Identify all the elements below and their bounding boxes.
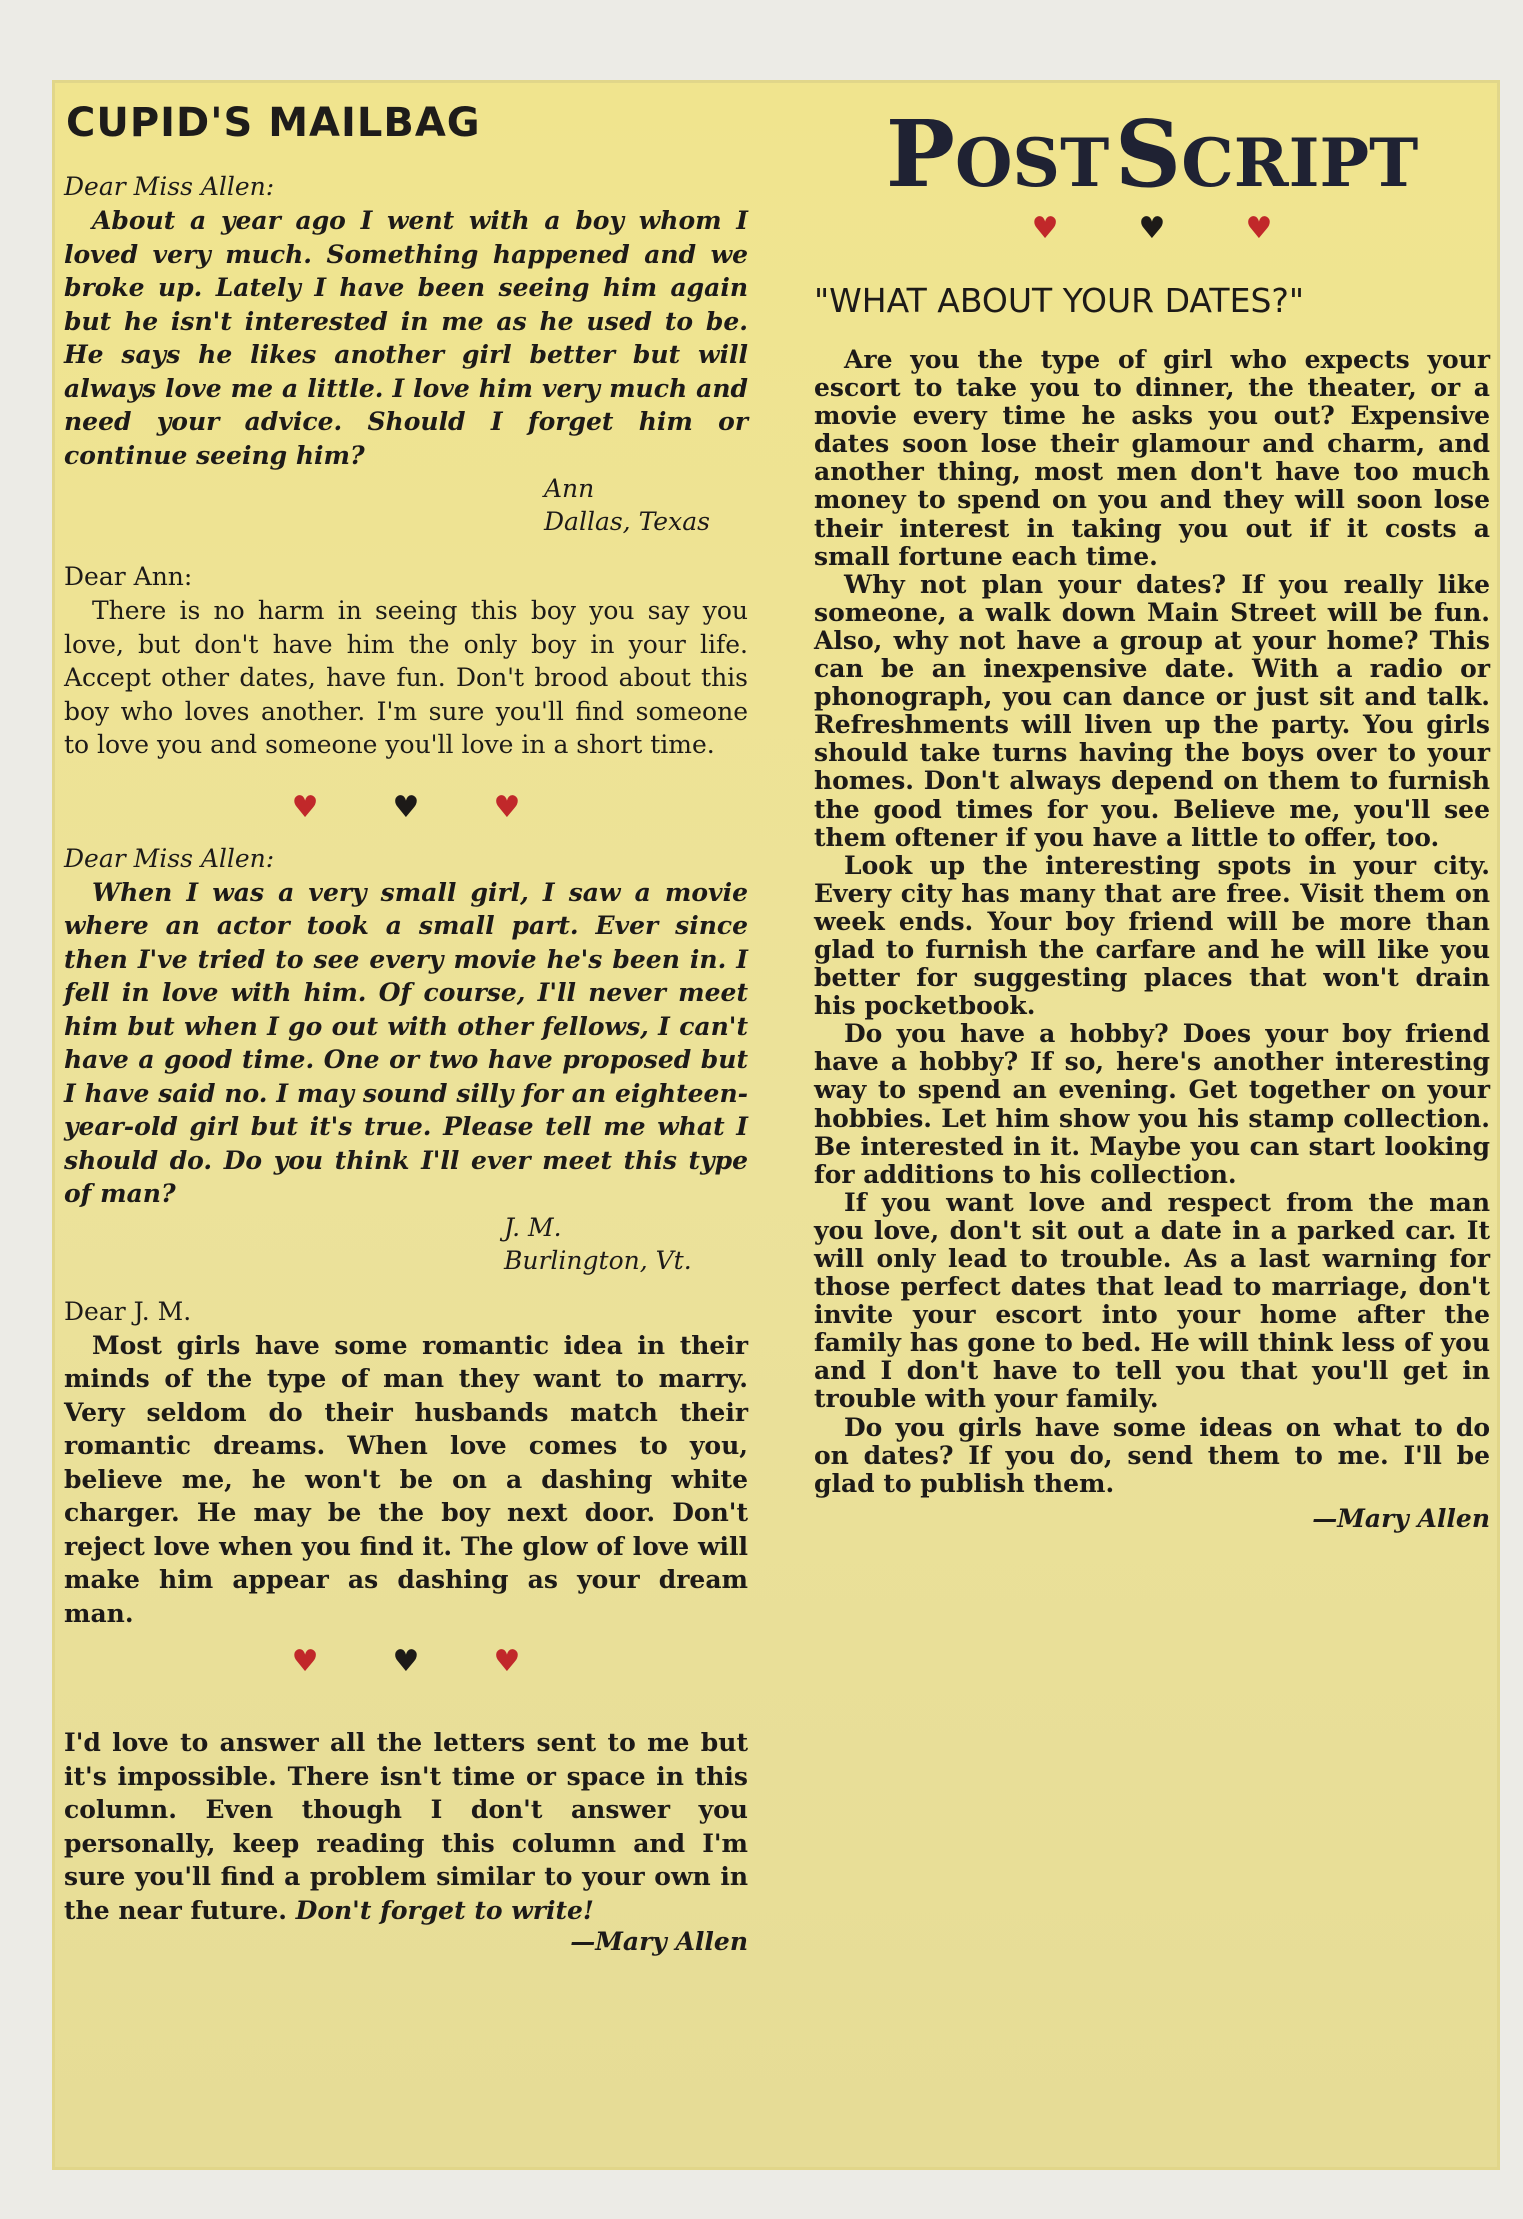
heart-divider xyxy=(64,1642,748,1682)
post-script-title xyxy=(814,100,1490,208)
heart-icon: ♥ xyxy=(1138,211,1166,246)
letter2-body: When I was a very small girl, I saw a movie where an actor took a small part. Ever since then I've tried to see every movie he's been in. I fell in love with him. Of course, I'll never meet him but when I go out with other fellows, I can't have a good time. One or two have proposed but I have said no. I may sound silly for an eighteen-year-old girl but it's true. Please tell me what I should do. Do you think I'll ever meet this type of man? xyxy=(64,877,748,1208)
article-paragraph: Do you have a hobby? Does your boy friend have a hobby? If so, here's another interesting way to spend an evening. Get together on your hobbies. Let him show you his stamp collection. Be interested in it. Maybe you can start looking for additions to his collection. xyxy=(814,1019,1490,1189)
closing-note xyxy=(64,1726,748,1927)
heart-divider xyxy=(64,788,748,828)
letter1-signature-name: Ann xyxy=(544,474,595,503)
heart-icon: ♥ xyxy=(1245,211,1273,246)
reply2-body: Most girls have some romantic idea in their minds of the type of man they want to marry. Very seldom do their husbands match their romantic dreams. When love comes to you, believe me, he won't be on a dashing white charger. He may be the boy next door. Don't reject love when you find it. The glow of love will make him appear as dashing as your dream man. xyxy=(64,1330,748,1628)
letter1-signature-place: Dallas, Texas xyxy=(544,507,710,536)
letter1-salutation: Dear Miss Allen: xyxy=(64,172,275,201)
article-paragraph: Do you girls have some ideas on what to do on dates? If you do, send them to me. I'll be glad to publish them. xyxy=(814,1412,1490,1498)
title-letter: CRIPT xyxy=(1181,124,1419,202)
article-body xyxy=(814,346,1490,1498)
post-script-column xyxy=(814,80,1490,2170)
heart-icon: ♥ xyxy=(1031,211,1059,246)
letter2-signature-place: Burlington, Vt. xyxy=(504,1245,692,1275)
author-signature: —Mary Allen xyxy=(1312,1503,1490,1533)
heart-icon: ♥ xyxy=(291,789,319,825)
letter2-signature-name: J. M. xyxy=(504,1212,562,1242)
article-paragraph: If you want love and respect from the man you love, don't sit out a date in a parked car. It will only lead to trouble. As a last warning for those perfect dates that lead to marriage, don't invite your escort into your home after the family has gone to bed. He will think less of you and I don't have to tell you that you'll get in trouble with your family. xyxy=(814,1187,1490,1414)
heart-icon: ♥ xyxy=(392,789,420,825)
heart-icon: ♥ xyxy=(493,789,521,825)
reply1-salutation: Dear Ann: xyxy=(64,562,193,591)
closing-text: I'd love to answer all the letters sent to me but it's impossible. There isn't time or space in this column. Even though I don't answer you personally, keep reading this column and I'm sure you'll find a problem similar to your own in the near future. xyxy=(64,1728,748,1925)
letter1-body: About a year ago I went with a boy whom I loved very much. Something happened and we broke up. Lately I have been seeing him again but he isn't interested in me as he used to be. He says he likes another girl better but will always love me a little. I love him very much and need your advice. Should I forget him or continue seeing him? xyxy=(64,206,748,470)
article-paragraph: Are you the type of girl who expects your escort to take you to dinner, the theater, or a movie every time he asks you out? Expensive dates soon lose their glamour and charm, and another thing, most men don't have too much money to spend on you and they will soon lose their interest in taking you out if it costs a small fortune each time. xyxy=(814,345,1490,571)
reply2-salutation: Dear J. M. xyxy=(64,1296,192,1326)
heart-icon: ♥ xyxy=(392,1644,420,1679)
cupids-mailbag-column xyxy=(64,80,748,2170)
article-paragraph: Why not plan your dates? If you really like someone, a walk down Main Street will be fun. Also, why not have a group at your home? This can be an inexpensive date. With a radio or phonograph, you can dance or just sit and talk. Refreshments will liven up the party. You girls should take turns having the boys over to your homes. Don't always depend on them to furnish the good times for you. Believe me, you'll see them oftener if you have a little to offer, too. xyxy=(814,569,1490,852)
article-paragraph: Look up the interesting spots in your city. Every city has many that are free. Visit them on week ends. Your boy friend will be more than glad to furnish the carfare and he will like you better for suggesting places that won't drain his pocketbook. xyxy=(814,850,1490,1021)
reply1-body: There is no harm in seeing this boy you say you love, but don't have him the only boy in your life. Accept other dates, have fun. Don't brood about this boy who loves another. I'm sure you'll find someone to love you and someone you'll love in a short time. xyxy=(64,596,748,759)
heart-icon: ♥ xyxy=(291,1644,319,1679)
author-signature: —Mary Allen xyxy=(570,1927,748,1956)
letter2-salutation: Dear Miss Allen: xyxy=(64,843,275,873)
heart-divider xyxy=(814,209,1490,249)
heart-icon: ♥ xyxy=(493,1644,521,1679)
column-title: CUPID'S MAILBAG xyxy=(66,100,481,146)
magazine-page xyxy=(52,80,1500,2170)
title-letter: OST xyxy=(954,124,1110,202)
title-letter: S xyxy=(1114,100,1182,208)
closing-emphasis: Don't forget to write! xyxy=(295,1895,594,1925)
title-letter: P xyxy=(885,100,955,208)
article-heading: "WHAT ABOUT YOUR DATES?" xyxy=(814,281,1305,320)
